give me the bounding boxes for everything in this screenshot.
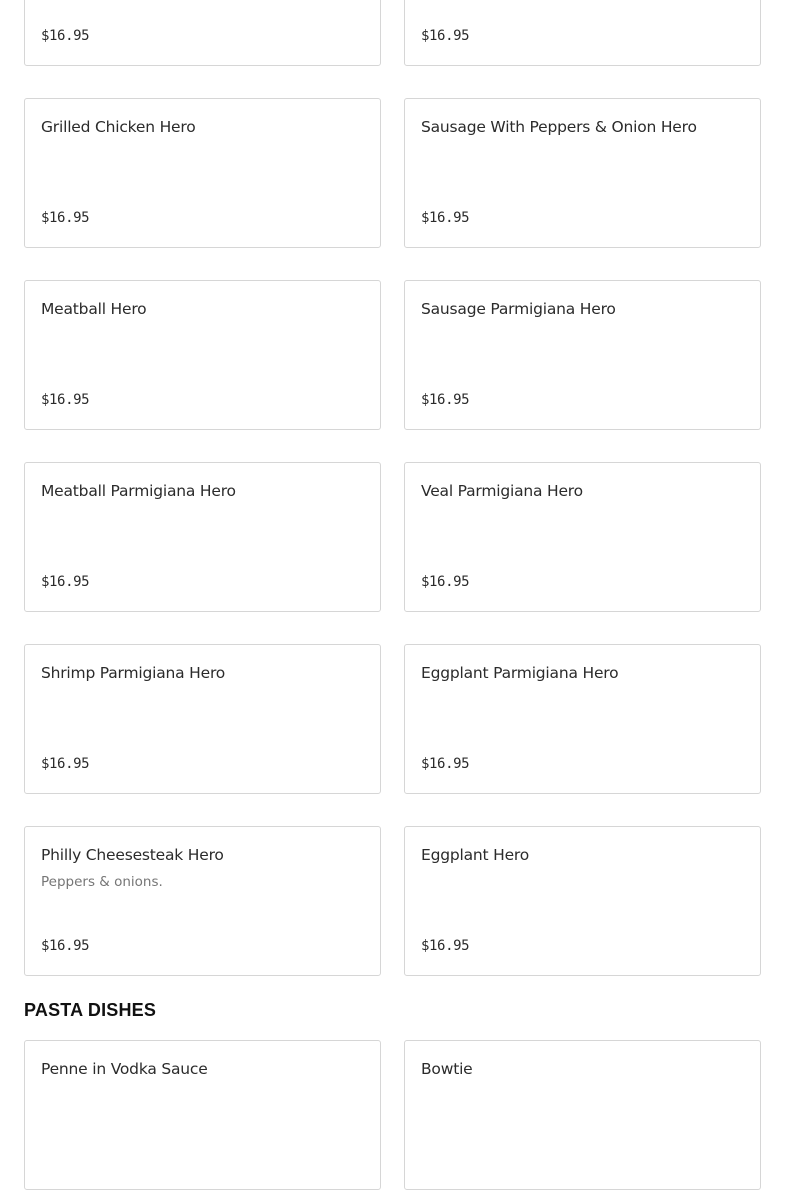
menu-item-name: Grilled Chicken Hero: [41, 118, 196, 136]
heroes-grid: [24, 0, 761, 976]
menu-item-grilled-chicken-hero[interactable]: [24, 98, 381, 248]
menu-item-card[interactable]: [24, 0, 381, 66]
menu-item-price: $16.95: [421, 28, 470, 44]
menu-item-name: Shrimp Parmigiana Hero: [41, 664, 226, 682]
menu-item-meatball-hero[interactable]: [24, 280, 381, 430]
menu-item-price: $16.95: [421, 756, 470, 772]
menu-item-price: $16.95: [41, 28, 90, 44]
section-title-pasta-dishes: PASTA DISHES: [24, 1000, 157, 1020]
menu-item-description: Peppers & onions.: [41, 874, 163, 890]
menu-item-price: $16.95: [41, 392, 90, 408]
menu-item-philly-cheesesteak-hero[interactable]: [24, 826, 381, 976]
menu-item-name: Veal Parmigiana Hero: [421, 482, 583, 500]
menu-item-price: $16.95: [421, 210, 470, 226]
menu-item-veal-parmigiana-hero[interactable]: [404, 462, 761, 612]
menu-item-bowtie[interactable]: [404, 1040, 761, 1190]
menu-item-sausage-peppers-onion-hero[interactable]: [404, 98, 761, 248]
menu-item-price: $16.95: [41, 574, 90, 590]
menu-item-name: Penne in Vodka Sauce: [41, 1060, 208, 1078]
pasta-grid: [24, 1040, 761, 1190]
menu-item-card[interactable]: [404, 0, 761, 66]
menu-item-price: $16.95: [421, 574, 470, 590]
menu-item-name: Eggplant Parmigiana Hero: [421, 664, 619, 682]
menu-item-name: Sausage With Peppers & Onion Hero: [421, 118, 697, 136]
menu-item-price: $16.95: [41, 210, 90, 226]
menu-item-shrimp-parmigiana-hero[interactable]: [24, 644, 381, 794]
menu-item-price: $16.95: [421, 392, 470, 408]
menu-item-sausage-parmigiana-hero[interactable]: [404, 280, 761, 430]
menu-item-price: $16.95: [421, 938, 470, 954]
menu-item-name: Eggplant Hero: [421, 846, 530, 864]
menu-item-name: Meatball Hero: [41, 300, 147, 318]
menu-item-eggplant-hero[interactable]: [404, 826, 761, 976]
menu-item-penne-vodka-sauce[interactable]: [24, 1040, 381, 1190]
menu-item-price: $16.95: [41, 938, 90, 954]
menu-item-name: Sausage Parmigiana Hero: [421, 300, 616, 318]
menu-item-meatball-parmigiana-hero[interactable]: [24, 462, 381, 612]
menu-item-price: $16.95: [41, 756, 90, 772]
menu-item-name: Bowtie: [421, 1060, 473, 1078]
menu-item-eggplant-parmigiana-hero[interactable]: [404, 644, 761, 794]
menu-item-name: Meatball Parmigiana Hero: [41, 482, 236, 500]
menu-item-name: Philly Cheesesteak Hero: [41, 846, 224, 864]
